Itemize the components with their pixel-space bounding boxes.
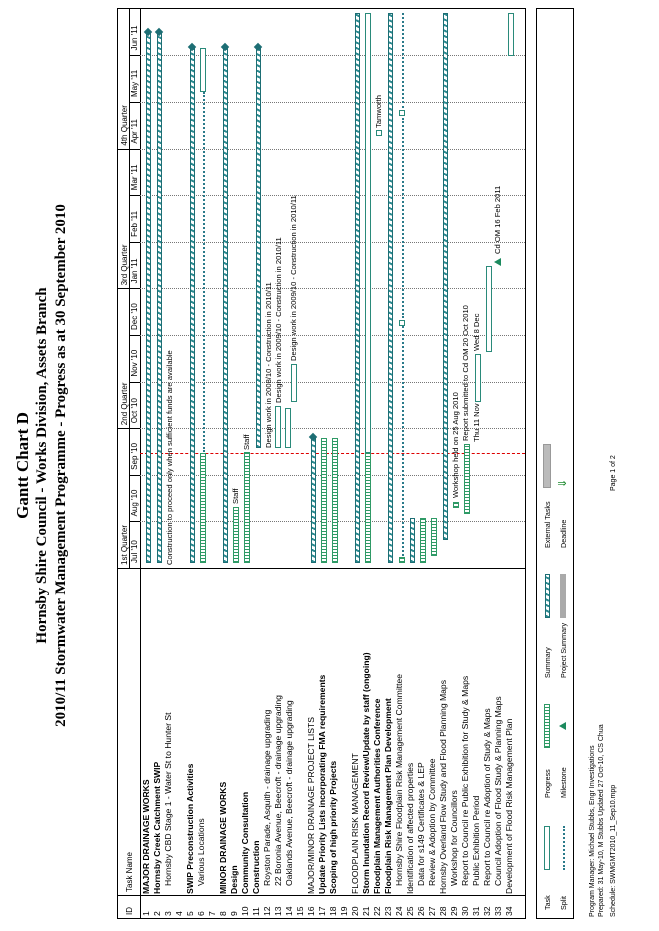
construction-note: Construction to proceed only when sufficient funds are available	[165, 350, 174, 565]
task-id: 31	[471, 906, 481, 916]
task-name: 22 Boronia Avenue, Beecroft - drainage upgrading	[273, 695, 283, 886]
legend-summary-swatch	[545, 574, 550, 618]
task-id: 23	[383, 906, 393, 916]
task-id: 15	[295, 906, 305, 916]
task-name: Update Priority Lists incorporating FMA requirements	[317, 674, 327, 894]
task-id: 3	[163, 911, 173, 916]
title-block	[12, 0, 71, 931]
task-id: 20	[350, 906, 360, 916]
month-gridline	[140, 102, 525, 103]
task-name: Royston Parade, Asquith - drainage upgrading	[262, 709, 272, 886]
task-name: Review & Adoption by Committee	[427, 758, 437, 886]
legend-progress-label: Progress	[543, 769, 552, 798]
month-header: May '11	[130, 69, 139, 97]
legend-split-label: Split	[559, 896, 568, 910]
task-id: 29	[449, 906, 459, 916]
month-gridline	[140, 242, 525, 243]
task-bar-various-locations	[200, 48, 206, 92]
task-id: 17	[317, 906, 327, 916]
legend-project-summary-swatch	[560, 574, 566, 618]
task-id: 11	[251, 907, 261, 916]
task-name: Storm Inundation Record Review/Update by staff (ongoing)	[361, 652, 371, 894]
task-row	[174, 569, 185, 918]
task-id: 16	[306, 906, 316, 916]
month-header: Jun '11	[130, 25, 139, 51]
footer-prepared: Prepared: 31 May-10, M Stubbs Updated 27 Oct-10, CS Chua	[598, 724, 605, 917]
wed-label: Wed 8 Dec	[472, 313, 481, 351]
header-divider	[129, 9, 130, 569]
task-row	[284, 569, 295, 918]
council-title: Hornsby Shire Council - Works Division, Assets Branch	[34, 287, 50, 644]
month-header: Jul '10	[130, 540, 139, 563]
summary-bar-major-drainage	[146, 33, 151, 563]
month-header: Aug '10	[130, 489, 139, 517]
month-header: Dec '10	[130, 303, 139, 330]
task-name: Public Exhibition Period	[471, 795, 481, 886]
month-divider	[129, 102, 140, 103]
task-id: 7	[207, 911, 217, 916]
month-gridline	[140, 288, 525, 289]
summary-bar-overland-flow	[443, 13, 448, 540]
gantt-table	[117, 8, 526, 919]
task-name: Design	[229, 865, 239, 894]
quarter-header: 1st Quarter	[120, 524, 129, 565]
task-row	[240, 569, 251, 918]
task-row	[306, 569, 317, 918]
task-id: 12	[262, 906, 272, 916]
task-id: 33	[493, 906, 503, 916]
summary-bar-floodplain	[355, 13, 360, 563]
task-row	[295, 569, 306, 918]
legend-progress-swatch	[544, 704, 550, 748]
milestone-council-adoption	[494, 258, 501, 266]
task-name: MAJOR DRAINAGE WORKS	[141, 779, 151, 894]
month-divider	[129, 242, 140, 243]
task-id: 26	[416, 906, 426, 916]
task-row	[185, 569, 196, 918]
task-id: 19	[339, 906, 349, 916]
legend-project-summary-label: Project Summary	[559, 622, 568, 678]
month-header: Nov '10	[130, 349, 139, 377]
task-name: Scoping of high priority Projects	[328, 760, 338, 894]
task-name: Hornsby Creek Catchment SWIP	[152, 761, 162, 894]
month-gridline	[140, 149, 525, 150]
task-id: 6	[196, 911, 206, 916]
task-id: 1	[141, 911, 151, 916]
task-bar-public-exhibition	[475, 354, 481, 402]
task-row	[339, 569, 350, 918]
task-row	[207, 569, 218, 918]
summary-bar-minor-drainage	[223, 48, 228, 563]
task-bar-storm-inundation	[365, 13, 371, 453]
task-name: Council Adoption of Flood Study & Planning Maps	[493, 696, 503, 886]
split-various-locations	[203, 92, 205, 452]
month-divider	[129, 288, 140, 289]
month-gridline	[140, 195, 525, 196]
month-gridline	[140, 55, 525, 56]
progress-bar-storm-inundation	[365, 453, 371, 563]
footer-page: Page 1 of 2	[610, 455, 617, 491]
task-id: 32	[482, 906, 492, 916]
task-name: Development of Flood Risk Management Plan	[504, 718, 514, 894]
task-id: 18	[328, 906, 338, 916]
task-name: Hornsby Overland Flow Study and Flood Planning Maps	[438, 679, 448, 894]
boronia-label: Design work in 2009/10 - Construction in 2010/11	[274, 237, 283, 403]
task-row	[493, 569, 504, 918]
task-id: 13	[273, 906, 283, 916]
month-divider	[129, 195, 140, 196]
progress-bar-review-adoption	[431, 518, 437, 556]
task-id: 27	[427, 906, 437, 916]
quarter-header: 3rd Quarter	[120, 244, 129, 286]
task-name: Hornsby Shire Floodplain Risk Management Committee	[394, 673, 404, 886]
progress-bar-report-exhibition	[464, 444, 470, 514]
footer-schedule: Schedule: SWMGMT2010_11_Sep10.mpp	[610, 784, 617, 917]
task-row	[262, 569, 273, 918]
task-name: Community Consultation	[240, 791, 250, 894]
task-id: 9	[229, 911, 239, 916]
task-bar-boronia	[285, 408, 291, 448]
task-row	[141, 569, 152, 918]
task-name: Report to Council re Public Exhibition for Study & Maps	[460, 675, 470, 886]
month-divider	[129, 475, 140, 476]
task-id: 10	[240, 906, 250, 916]
task-name: MAJOR/MINOR DRAINAGE PROJECT LISTS	[306, 717, 316, 894]
task-name: Report to Council re Adoption of Study & Maps	[482, 708, 492, 886]
month-header: Mar '11	[130, 164, 139, 191]
chart-title: Gantt Chart D	[13, 412, 32, 519]
footer-manager: Program Manager: Michael Stubbs, Engr Investigations	[589, 745, 596, 917]
task-name-header: Task Name	[125, 851, 134, 892]
task-bar-committee-2	[399, 320, 405, 326]
month-header: Jan '11	[130, 258, 139, 284]
task-row	[251, 569, 262, 918]
task-name: Floodplain Management Authorities Conference	[372, 698, 382, 894]
staff-label-design: Staff	[231, 488, 240, 504]
task-row	[218, 569, 229, 918]
quarter-header: 2nd Quarter	[120, 382, 129, 426]
task-bar-oaklands	[291, 364, 297, 402]
month-header: Oct '10	[130, 398, 139, 424]
task-id: 21	[361, 906, 371, 916]
month-divider	[129, 521, 140, 522]
month-divider	[129, 149, 140, 150]
task-id: 28	[438, 906, 448, 916]
progress-bar-workshop	[453, 502, 459, 508]
legend-task-swatch	[544, 826, 550, 870]
legend-external-label: External Tasks	[543, 501, 552, 548]
legend-deadline-label: Deadline	[559, 519, 568, 548]
task-name: Identification of affected properties	[405, 762, 415, 894]
task-row	[317, 569, 328, 918]
task-bar-committee-3	[399, 110, 405, 116]
summary-bar-affected-properties	[410, 518, 415, 563]
progress-bar-update-priority	[321, 438, 327, 563]
task-row	[416, 569, 427, 918]
task-row	[350, 569, 361, 918]
progress-bar-scoping	[332, 438, 338, 563]
summary-bar-hornsby-creek	[157, 33, 162, 563]
task-id: 34	[504, 906, 514, 916]
deadline-arrow-icon: ⇓	[557, 478, 569, 488]
task-row	[427, 569, 438, 918]
split-committee-3	[402, 13, 404, 108]
task-row	[460, 569, 471, 918]
task-id: 5	[185, 911, 195, 916]
task-row	[372, 569, 383, 918]
workshop-label: Workshop held on 25 Aug 2010	[451, 392, 460, 498]
task-row	[229, 569, 240, 918]
task-row	[152, 569, 163, 918]
task-bar-report-adoption	[486, 266, 492, 352]
task-name: Construction	[251, 840, 261, 894]
task-id: 22	[372, 906, 382, 916]
task-row	[471, 569, 482, 918]
progress-bar-design	[233, 507, 239, 563]
task-id: 30	[460, 906, 470, 916]
thu-label: Thu 11 Nov	[472, 403, 481, 442]
task-name: FLOODPLAIN RISK MANAGEMENT	[350, 753, 360, 894]
task-row	[196, 569, 207, 918]
task-bar-risk-plan	[508, 13, 514, 56]
task-name: Hornsby CBD Stage 1 - Water St to Hunter St	[163, 712, 173, 886]
task-id: 24	[394, 906, 404, 916]
task-bar-conference	[376, 130, 382, 136]
task-id: 8	[218, 911, 228, 916]
task-name: Workshop for Councillors	[449, 790, 459, 886]
staff-label-consultation: Staff	[242, 434, 251, 450]
report-label: Report submitted to Cd OM 20 Oct 2010	[461, 305, 470, 441]
split-committee-2	[402, 118, 404, 318]
task-row	[383, 569, 394, 918]
programme-title: 2010/11 Stormwater Management Programme - Progress as at 30 September 2010	[53, 204, 69, 727]
month-divider	[129, 382, 140, 383]
month-divider	[129, 55, 140, 56]
summary-bar-swip-preconstruction	[190, 48, 195, 563]
legend	[536, 8, 574, 919]
legend-external-swatch	[543, 444, 551, 488]
task-row	[328, 569, 339, 918]
summary-bar-plan-development	[388, 13, 393, 563]
month-header: Feb '11	[130, 210, 139, 237]
tamworth-label: Tamworth	[374, 95, 383, 128]
split-committee-1	[402, 326, 404, 556]
royston-label: Design work in 2008/10 - Construction in 2010/11	[264, 282, 273, 448]
summary-bar-project-lists	[311, 438, 316, 563]
month-header: Sep '10	[130, 442, 139, 470]
legend-task-label: Task	[543, 895, 552, 910]
summary-bar-construction	[256, 48, 261, 448]
legend-milestone-swatch	[559, 722, 566, 730]
progress-bar-community-consultation	[244, 452, 250, 563]
month-header: Apr '11	[130, 119, 139, 144]
task-id: 2	[152, 911, 162, 916]
task-name: Various Locations	[196, 818, 206, 886]
legend-summary-label: Summary	[543, 647, 552, 678]
task-row	[273, 569, 284, 918]
id-header: ID	[125, 907, 134, 915]
task-row	[449, 569, 460, 918]
task-row	[394, 569, 405, 918]
oaklands-label: Design work in 2009/10 - Construction in 2010/11	[289, 195, 298, 361]
task-row	[405, 569, 416, 918]
legend-milestone-label: Milestone	[559, 767, 568, 798]
month-divider	[129, 335, 140, 336]
month-divider	[129, 428, 140, 429]
task-name: Data for s149 Certificates & LEP	[416, 762, 426, 886]
task-name: Floodplain Risk Management Plan Development	[383, 698, 393, 894]
task-id: 25	[405, 906, 415, 916]
progress-bar-committee-1	[399, 557, 405, 563]
task-name: MINOR DRAINAGE WORKS	[218, 781, 228, 894]
task-row	[438, 569, 449, 918]
task-bar-royston	[275, 406, 281, 448]
task-name: Oaklands Avenue, Beecroft - drainage upgrading	[284, 700, 294, 886]
task-row	[163, 569, 174, 918]
quarter-header: 4th Quarter	[120, 105, 129, 146]
progress-bar-various-locations	[200, 453, 206, 563]
adoption-label: Cd OM 16 Feb 2011	[493, 185, 502, 254]
task-id: 4	[174, 911, 184, 916]
task-row	[482, 569, 493, 918]
task-row	[361, 569, 372, 918]
legend-split-swatch	[563, 826, 565, 870]
task-row	[504, 569, 515, 918]
task-name: SWIP Preconstruction Activities	[185, 763, 195, 894]
progress-bar-s149	[420, 518, 426, 563]
task-id: 14	[284, 906, 294, 916]
